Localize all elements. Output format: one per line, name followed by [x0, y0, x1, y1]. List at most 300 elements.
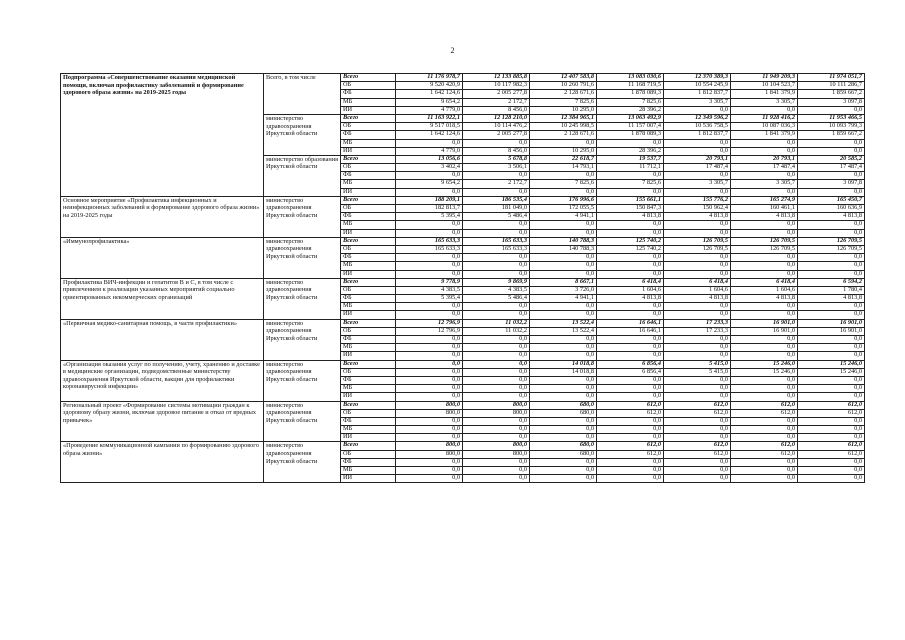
- amount-cell: 0,0: [798, 385, 865, 393]
- amount-cell: 0,0: [396, 368, 463, 376]
- amount-cell: 0,0: [664, 467, 731, 475]
- amount-cell: 0,0: [731, 434, 798, 442]
- amount-cell: 2 128 671,6: [530, 90, 597, 98]
- amount-cell: 15 246,0: [731, 360, 798, 368]
- amount-cell: 0,0: [597, 262, 664, 270]
- amount-cell: 0,0: [463, 262, 530, 270]
- amount-cell: 8 456,0: [463, 106, 530, 114]
- amount-cell: 126 709,5: [664, 245, 731, 253]
- amount-cell: 0,0: [463, 229, 530, 237]
- amount-cell: 800,0: [463, 409, 530, 417]
- amount-cell: 0,0: [530, 475, 597, 483]
- budget-table: [60, 73, 865, 483]
- funding-source-cell: ФБ: [341, 254, 396, 262]
- amount-cell: 0,0: [530, 434, 597, 442]
- amount-cell: 0,0: [530, 221, 597, 229]
- amount-cell: 0,0: [396, 393, 463, 401]
- amount-cell: 0,0: [664, 336, 731, 344]
- amount-cell: 0,0: [463, 360, 530, 368]
- table-row: [61, 319, 865, 327]
- funding-source-cell: Всего: [341, 114, 396, 122]
- amount-cell: 0,0: [530, 172, 597, 180]
- amount-cell: 0,0: [731, 352, 798, 360]
- amount-cell: 0,0: [664, 475, 731, 483]
- amount-cell: 0,0: [798, 172, 865, 180]
- amount-cell: 0,0: [463, 417, 530, 425]
- funding-source-cell: ОБ: [341, 409, 396, 417]
- amount-cell: 9 654,2: [396, 180, 463, 188]
- amount-cell: 0,0: [664, 147, 731, 155]
- amount-cell: 13 063 492,9: [597, 114, 664, 122]
- amount-cell: 680,0: [530, 409, 597, 417]
- amount-cell: 2 128 671,6: [530, 131, 597, 139]
- amount-cell: 165 450,7: [798, 196, 865, 204]
- funding-source-cell: ФБ: [341, 172, 396, 180]
- amount-cell: 1 604,6: [731, 286, 798, 294]
- amount-cell: 4 813,8: [597, 213, 664, 221]
- amount-cell: 9 517 018,5: [396, 123, 463, 131]
- amount-cell: 800,0: [396, 401, 463, 409]
- amount-cell: 0,0: [463, 254, 530, 262]
- amount-cell: 9 520 420,9: [396, 82, 463, 90]
- amount-cell: 0,0: [463, 458, 530, 466]
- amount-cell: 5 395,4: [396, 213, 463, 221]
- amount-cell: 0,0: [463, 344, 530, 352]
- amount-cell: 4 383,5: [463, 286, 530, 294]
- amount-cell: 1 642 124,6: [396, 131, 463, 139]
- amount-cell: 0,0: [798, 458, 865, 466]
- amount-cell: 172 055,5: [530, 205, 597, 213]
- funding-source-cell: ФБ: [341, 131, 396, 139]
- amount-cell: 0,0: [396, 311, 463, 319]
- funding-source-cell: ОБ: [341, 368, 396, 376]
- table-row: [61, 196, 865, 204]
- amount-cell: 11 953 466,5: [798, 114, 865, 122]
- amount-cell: 17 233,3: [664, 327, 731, 335]
- amount-cell: 0,0: [597, 352, 664, 360]
- amount-cell: 0,0: [798, 475, 865, 483]
- amount-cell: 4 383,5: [396, 286, 463, 294]
- amount-cell: 125 740,2: [597, 237, 664, 245]
- amount-cell: 12 384 965,1: [530, 114, 597, 122]
- amount-cell: 0,0: [664, 221, 731, 229]
- amount-cell: 0,0: [530, 458, 597, 466]
- funding-source-cell: ФБ: [341, 213, 396, 221]
- amount-cell: 16 901,0: [731, 319, 798, 327]
- amount-cell: 8 667,1: [530, 278, 597, 286]
- amount-cell: 186 535,4: [463, 196, 530, 204]
- amount-cell: 0,0: [396, 376, 463, 384]
- amount-cell: 9 778,9: [396, 278, 463, 286]
- amount-cell: 0,0: [463, 221, 530, 229]
- amount-cell: 612,0: [597, 450, 664, 458]
- amount-cell: 12 796,9: [396, 327, 463, 335]
- table-row: [61, 360, 865, 368]
- amount-cell: 0,0: [396, 426, 463, 434]
- amount-cell: 19 537,7: [597, 155, 664, 163]
- amount-cell: 612,0: [597, 401, 664, 409]
- amount-cell: 10 295,0: [530, 147, 597, 155]
- amount-cell: 0,0: [798, 426, 865, 434]
- amount-cell: 3 305,7: [664, 180, 731, 188]
- amount-cell: 5 415,0: [664, 368, 731, 376]
- amount-cell: 0,0: [664, 229, 731, 237]
- amount-cell: 1 604,6: [664, 286, 731, 294]
- amount-cell: 0,0: [664, 270, 731, 278]
- amount-cell: 176 996,6: [530, 196, 597, 204]
- amount-cell: 12 370 389,3: [664, 74, 731, 82]
- amount-cell: 0,0: [597, 254, 664, 262]
- amount-cell: 0,0: [597, 376, 664, 384]
- amount-cell: 0,0: [530, 311, 597, 319]
- amount-cell: 16 901,0: [798, 327, 865, 335]
- amount-cell: 0,0: [597, 303, 664, 311]
- amount-cell: 0,0: [798, 188, 865, 196]
- amount-cell: 140 788,3: [530, 237, 597, 245]
- funding-source-cell: ОБ: [341, 123, 396, 131]
- amount-cell: 4 813,8: [664, 213, 731, 221]
- funding-source-cell: ОБ: [341, 205, 396, 213]
- amount-cell: 0,0: [396, 352, 463, 360]
- amount-cell: 125 740,2: [597, 245, 664, 253]
- table-row: [61, 278, 865, 286]
- amount-cell: 7 825,6: [597, 180, 664, 188]
- amount-cell: 612,0: [597, 409, 664, 417]
- funding-source-cell: ИИ: [341, 188, 396, 196]
- funding-source-cell: МБ: [341, 98, 396, 106]
- amount-cell: 12 133 885,8: [463, 74, 530, 82]
- amount-cell: 0,0: [396, 417, 463, 425]
- executor-cell: министерство здравоохранения Иркутской области: [264, 196, 341, 237]
- amount-cell: 0,0: [597, 172, 664, 180]
- amount-cell: 680,0: [530, 450, 597, 458]
- funding-source-cell: Всего: [341, 74, 396, 82]
- amount-cell: 800,0: [396, 450, 463, 458]
- amount-cell: 4 779,0: [396, 147, 463, 155]
- program-name-cell: «Проведение коммуникационной кампании по формированию здорового образа жизни»: [61, 442, 264, 483]
- amount-cell: 0,0: [731, 475, 798, 483]
- amount-cell: 0,0: [731, 344, 798, 352]
- amount-cell: 0,0: [530, 376, 597, 384]
- amount-cell: 13 522,4: [530, 319, 597, 327]
- amount-cell: 10 260 791,6: [530, 82, 597, 90]
- funding-source-cell: ИИ: [341, 270, 396, 278]
- amount-cell: 3 305,7: [664, 98, 731, 106]
- amount-cell: 0,0: [798, 303, 865, 311]
- amount-cell: 12 407 583,8: [530, 74, 597, 82]
- amount-cell: 2 005 277,8: [463, 131, 530, 139]
- funding-source-cell: ФБ: [341, 376, 396, 384]
- amount-cell: 20 793,1: [731, 155, 798, 163]
- amount-cell: 15 246,0: [798, 368, 865, 376]
- amount-cell: 0,0: [664, 303, 731, 311]
- amount-cell: 22 618,7: [530, 155, 597, 163]
- executor-cell: министерство здравоохранения Иркутской области: [264, 360, 341, 401]
- amount-cell: 0,0: [463, 426, 530, 434]
- amount-cell: 0,0: [664, 376, 731, 384]
- amount-cell: 11 712,1: [597, 164, 664, 172]
- amount-cell: 0,0: [731, 417, 798, 425]
- amount-cell: 0,0: [798, 254, 865, 262]
- amount-cell: 0,0: [731, 303, 798, 311]
- amount-cell: 182 813,7: [396, 205, 463, 213]
- amount-cell: 0,0: [396, 221, 463, 229]
- amount-cell: 4 813,8: [798, 213, 865, 221]
- executor-cell: министерство здравоохранения Иркутской области: [264, 442, 341, 483]
- amount-cell: 3 097,8: [798, 98, 865, 106]
- amount-cell: 1 841 379,9: [731, 131, 798, 139]
- amount-cell: 165 633,3: [463, 237, 530, 245]
- executor-cell: министерство образования Иркутской области: [264, 155, 341, 196]
- amount-cell: 3 726,0: [530, 286, 597, 294]
- amount-cell: 0,0: [396, 336, 463, 344]
- amount-cell: 17 487,4: [731, 164, 798, 172]
- amount-cell: 10 114 476,2: [463, 123, 530, 131]
- amount-cell: 11 974 051,7: [798, 74, 865, 82]
- amount-cell: 0,0: [664, 426, 731, 434]
- amount-cell: 11 032,2: [463, 327, 530, 335]
- amount-cell: 126 709,5: [731, 245, 798, 253]
- amount-cell: 0,0: [396, 262, 463, 270]
- amount-cell: 0,0: [530, 303, 597, 311]
- amount-cell: 0,0: [597, 344, 664, 352]
- amount-cell: 10 104 523,7: [731, 82, 798, 90]
- amount-cell: 612,0: [798, 442, 865, 450]
- amount-cell: 6 594,2: [798, 278, 865, 286]
- amount-cell: 612,0: [731, 401, 798, 409]
- amount-cell: 150 962,4: [664, 205, 731, 213]
- amount-cell: 0,0: [396, 188, 463, 196]
- amount-cell: 126 709,5: [798, 245, 865, 253]
- amount-cell: 0,0: [731, 467, 798, 475]
- amount-cell: 800,0: [463, 450, 530, 458]
- amount-cell: 1 780,4: [798, 286, 865, 294]
- amount-cell: 0,0: [798, 336, 865, 344]
- amount-cell: 0,0: [597, 270, 664, 278]
- amount-cell: 0,0: [597, 336, 664, 344]
- amount-cell: 0,0: [530, 467, 597, 475]
- amount-cell: 4 813,8: [731, 295, 798, 303]
- amount-cell: 612,0: [798, 409, 865, 417]
- amount-cell: 0,0: [396, 475, 463, 483]
- amount-cell: 612,0: [664, 450, 731, 458]
- amount-cell: 17 487,4: [664, 164, 731, 172]
- amount-cell: 0,0: [396, 344, 463, 352]
- amount-cell: 5 486,4: [463, 295, 530, 303]
- amount-cell: 0,0: [530, 385, 597, 393]
- amount-cell: 5 678,8: [463, 155, 530, 163]
- amount-cell: 0,0: [463, 270, 530, 278]
- amount-cell: 0,0: [530, 229, 597, 237]
- amount-cell: 800,0: [396, 442, 463, 450]
- amount-cell: 0,0: [396, 360, 463, 368]
- amount-cell: 0,0: [731, 221, 798, 229]
- amount-cell: 11 949 209,3: [731, 74, 798, 82]
- table-row: [61, 74, 865, 82]
- amount-cell: 0,0: [664, 139, 731, 147]
- amount-cell: 17 487,4: [798, 164, 865, 172]
- amount-cell: 4 813,8: [731, 213, 798, 221]
- funding-source-cell: МБ: [341, 139, 396, 147]
- amount-cell: 0,0: [530, 336, 597, 344]
- executor-cell: министерство здравоохранения Иркутской области: [264, 278, 341, 319]
- amount-cell: 0,0: [597, 385, 664, 393]
- funding-source-cell: ОБ: [341, 245, 396, 253]
- amount-cell: 3 097,8: [798, 180, 865, 188]
- amount-cell: 3 305,7: [731, 180, 798, 188]
- amount-cell: 11 163 922,1: [396, 114, 463, 122]
- amount-cell: 0,0: [396, 172, 463, 180]
- amount-cell: 11 928 416,2: [731, 114, 798, 122]
- amount-cell: 0,0: [664, 172, 731, 180]
- amount-cell: 0,0: [597, 475, 664, 483]
- amount-cell: 3 402,4: [396, 164, 463, 172]
- amount-cell: 0,0: [798, 467, 865, 475]
- amount-cell: 0,0: [731, 458, 798, 466]
- program-name-cell: «Иммунопрофилактика»: [61, 237, 264, 278]
- amount-cell: 10 093 799,3: [798, 123, 865, 131]
- amount-cell: 0,0: [463, 475, 530, 483]
- funding-source-cell: МБ: [341, 221, 396, 229]
- amount-cell: 0,0: [798, 229, 865, 237]
- amount-cell: 0,0: [798, 147, 865, 155]
- amount-cell: 0,0: [798, 311, 865, 319]
- amount-cell: 0,0: [664, 417, 731, 425]
- amount-cell: 0,0: [396, 434, 463, 442]
- executor-cell: министерство здравоохранения Иркутской области: [264, 114, 341, 155]
- executor-cell: министерство здравоохранения Иркутской области: [264, 319, 341, 360]
- amount-cell: 0,0: [664, 311, 731, 319]
- amount-cell: 0,0: [396, 458, 463, 466]
- amount-cell: 14 793,1: [530, 164, 597, 172]
- amount-cell: 28 396,2: [597, 147, 664, 155]
- amount-cell: 0,0: [798, 262, 865, 270]
- amount-cell: 0,0: [463, 188, 530, 196]
- amount-cell: 126 709,5: [664, 237, 731, 245]
- amount-cell: 0,0: [463, 385, 530, 393]
- amount-cell: 0,0: [798, 270, 865, 278]
- amount-cell: 4 779,0: [396, 106, 463, 114]
- funding-source-cell: МБ: [341, 303, 396, 311]
- amount-cell: 15 246,0: [798, 360, 865, 368]
- amount-cell: 0,0: [798, 434, 865, 442]
- funding-source-cell: ОБ: [341, 286, 396, 294]
- amount-cell: 12 128 210,0: [463, 114, 530, 122]
- amount-cell: 4 941,1: [530, 295, 597, 303]
- amount-cell: 1 878 089,3: [597, 131, 664, 139]
- amount-cell: 0,0: [463, 434, 530, 442]
- amount-cell: 0,0: [731, 172, 798, 180]
- amount-cell: 6 856,4: [597, 368, 664, 376]
- funding-source-cell: ФБ: [341, 417, 396, 425]
- amount-cell: 2 005 277,8: [463, 90, 530, 98]
- amount-cell: 612,0: [731, 409, 798, 417]
- amount-cell: 1 642 124,6: [396, 90, 463, 98]
- amount-cell: 126 709,5: [798, 237, 865, 245]
- amount-cell: 0,0: [597, 229, 664, 237]
- amount-cell: 0,0: [463, 336, 530, 344]
- amount-cell: 0,0: [463, 376, 530, 384]
- amount-cell: 612,0: [731, 450, 798, 458]
- amount-cell: 11 157 007,4: [597, 123, 664, 131]
- amount-cell: 612,0: [798, 450, 865, 458]
- amount-cell: 0,0: [597, 139, 664, 147]
- funding-source-cell: ОБ: [341, 327, 396, 335]
- amount-cell: 15 246,0: [731, 368, 798, 376]
- amount-cell: 0,0: [664, 458, 731, 466]
- amount-cell: 5 415,0: [664, 360, 731, 368]
- amount-cell: 1 812 837,7: [664, 131, 731, 139]
- amount-cell: 160 636,9: [798, 205, 865, 213]
- amount-cell: 13 522,4: [530, 327, 597, 335]
- amount-cell: 0,0: [731, 393, 798, 401]
- amount-cell: 0,0: [597, 458, 664, 466]
- funding-source-cell: Всего: [341, 278, 396, 286]
- amount-cell: 188 209,1: [396, 196, 463, 204]
- amount-cell: 165 633,3: [463, 245, 530, 253]
- table-row: [61, 401, 865, 409]
- amount-cell: 0,0: [396, 303, 463, 311]
- amount-cell: 0,0: [597, 311, 664, 319]
- funding-source-cell: Всего: [341, 196, 396, 204]
- amount-cell: 165 633,3: [396, 237, 463, 245]
- funding-source-cell: Всего: [341, 155, 396, 163]
- amount-cell: 612,0: [798, 401, 865, 409]
- executor-cell: министерство здравоохранения Иркутской области: [264, 401, 341, 442]
- funding-source-cell: МБ: [341, 344, 396, 352]
- amount-cell: 0,0: [463, 303, 530, 311]
- amount-cell: 16 901,0: [731, 327, 798, 335]
- amount-cell: 140 788,3: [530, 245, 597, 253]
- amount-cell: 1 859 667,2: [798, 90, 865, 98]
- amount-cell: 3 506,1: [463, 164, 530, 172]
- amount-cell: 10 554 245,9: [664, 82, 731, 90]
- amount-cell: 1 812 837,7: [664, 90, 731, 98]
- amount-cell: 165 633,3: [396, 245, 463, 253]
- program-name-cell: Подпрограмма «Совершенствование оказания медицинской помощи, включая профилактику заболеваний и формирование здорового образа жизни» на 2019-2025 годы: [61, 74, 264, 197]
- funding-source-cell: МБ: [341, 426, 396, 434]
- funding-source-cell: ИИ: [341, 393, 396, 401]
- amount-cell: 0,0: [798, 221, 865, 229]
- amount-cell: 0,0: [463, 311, 530, 319]
- funding-source-cell: Всего: [341, 319, 396, 327]
- amount-cell: 160 461,1: [731, 205, 798, 213]
- amount-cell: 0,0: [396, 467, 463, 475]
- amount-cell: 0,0: [597, 188, 664, 196]
- amount-cell: 0,0: [597, 393, 664, 401]
- amount-cell: 165 274,9: [731, 196, 798, 204]
- amount-cell: 0,0: [664, 262, 731, 270]
- funding-source-cell: ИИ: [341, 475, 396, 483]
- funding-source-cell: Всего: [341, 237, 396, 245]
- amount-cell: 0,0: [731, 106, 798, 114]
- amount-cell: 6 856,4: [597, 360, 664, 368]
- funding-source-cell: ФБ: [341, 336, 396, 344]
- amount-cell: 0,0: [731, 336, 798, 344]
- amount-cell: 10 117 982,3: [463, 82, 530, 90]
- funding-source-cell: ИИ: [341, 106, 396, 114]
- amount-cell: 0,0: [396, 270, 463, 278]
- amount-cell: 612,0: [664, 401, 731, 409]
- amount-cell: 0,0: [530, 188, 597, 196]
- amount-cell: 155 661,1: [597, 196, 664, 204]
- funding-source-cell: ОБ: [341, 164, 396, 172]
- amount-cell: 0,0: [798, 344, 865, 352]
- amount-cell: 0,0: [463, 467, 530, 475]
- funding-source-cell: МБ: [341, 262, 396, 270]
- table-row: [61, 237, 865, 245]
- amount-cell: 0,0: [530, 393, 597, 401]
